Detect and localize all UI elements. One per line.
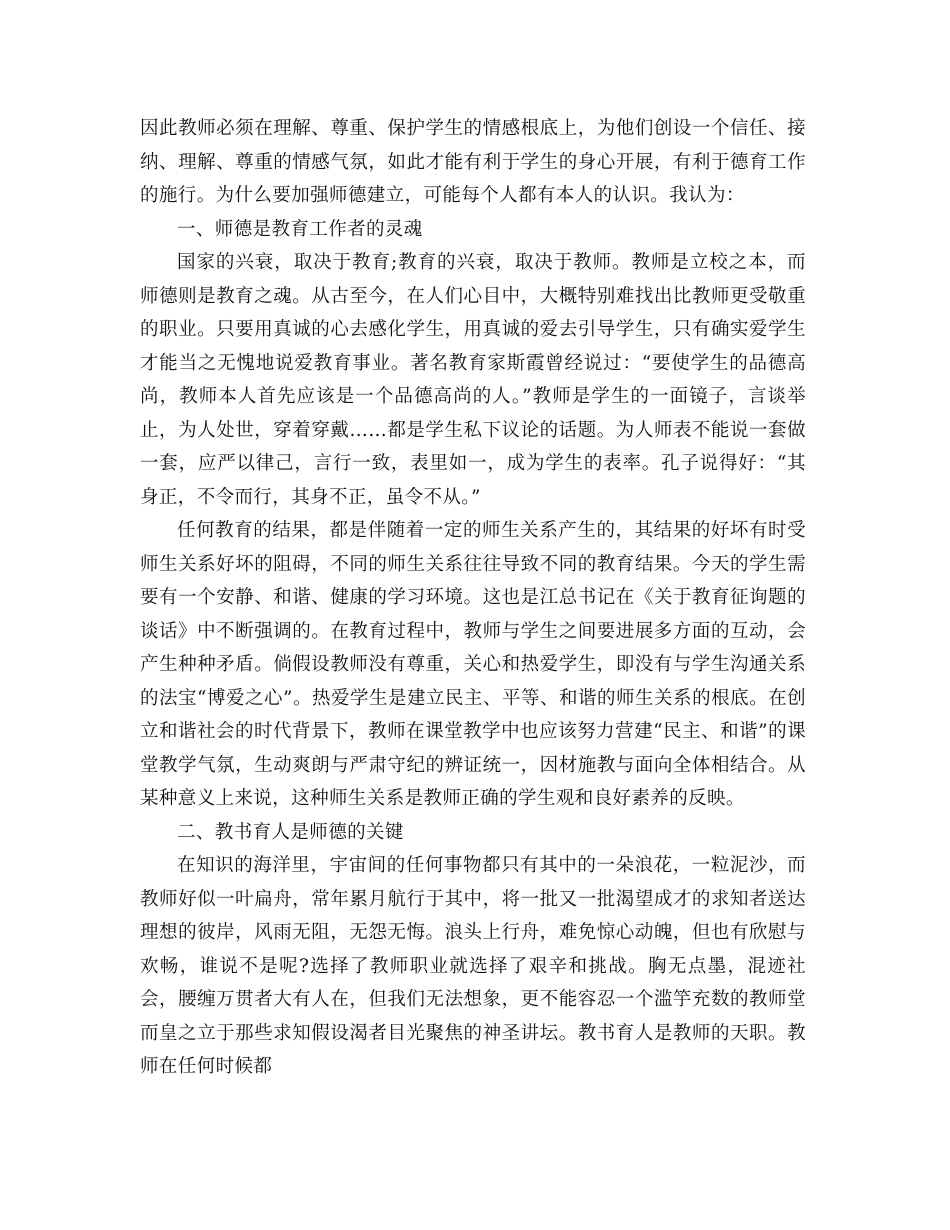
section-heading-2: 二、教书育人是师德的关键 [177,821,404,843]
paragraph-intro: 因此教师必须在理解、尊重、保护学生的情感根底上，为他们创设一个信任、接纳、理解、尊重的情感气氛，如此才能有利于学生的身心开展，有利于德育工作的施行。为什么要加强师德建立，可能每个人都有本人的认识。我认为： [140,118,806,206]
paragraph-section-1-a: 国家的兴衰，取决于教育;教育的兴衰，取决于教师。教师是立校之本，而师德则是教育之魂。从古至今，在人们心目中，大概特别难找出比教师更受敬重的职业。只要用真诚的心去感化学生，用真诚的爱去引导学生，只有确实爱学生才能当之无愧地说爱教育事业。著名教育家斯霞曾经说过：“要使学生的品德高尚，教师本人首先应该是一个品德高尚的人。”教师是学生的一面镜子，言谈举止，为人处世，穿着穿戴……都是学生私下议论的话题。为人师表不能说一套做一套，应严以律己，言行一致，表里如一，成为学生的表率。孔子说得好：“其身正，不令而行，其身不正，虽令不从。” [140,252,806,508]
document-body [140,112,806,1084]
paragraph-section-2-a: 在知识的海洋里，宇宙间的任何事物都只有其中的一朵浪花，一粒泥沙，而教师好似一叶扁舟，常年累月航行于其中，将一批又一批渴望成才的求知者送达理想的彼岸，风雨无阻，无怨无悔。浪头上行舟，难免惊心动魄，但也有欣慰与欢畅，谁说不是呢?选择了教师职业就选择了艰辛和挑战。胸无点墨，混迹社会，腰缠万贯者大有人在，但我们无法想象，更不能容忍一个滥竽充数的教师堂而皇之立于那些求知假设渴者目光聚焦的神圣讲坛。教书育人是教师的天职。教师在任何时候都 [140,855,806,1077]
section-heading-1: 一、师德是教育工作者的灵魂 [177,218,423,240]
paragraph-section-1-b: 任何教育的结果，都是伴随着一定的师生关系产生的，其结果的好坏有时受师生关系好坏的阻碍，不同的师生关系往往导致不同的教育结果。今天的学生需要有一个安静、和谐、健康的学习环境。这也是江总书记在《关于教育征询题的谈话》中不断强调的。在教育过程中，教师与学生之间要进展多方面的互动，会产生种种矛盾。倘假设教师没有尊重，关心和热爱学生，即没有与学生沟通关系的法宝“博爱之心”。热爱学生是建立民主、平等、和谐的师生关系的根底。在创立和谐社会的时代背景下，教师在课堂教学中也应该努力营建“民主、和谐”的课堂教学气氛，生动爽朗与严肃守纪的辨证统一，因材施教与面向全体相结合。从某种意义上来说，这种师生关系是教师正确的学生观和良好素养的反映。 [140,520,806,809]
